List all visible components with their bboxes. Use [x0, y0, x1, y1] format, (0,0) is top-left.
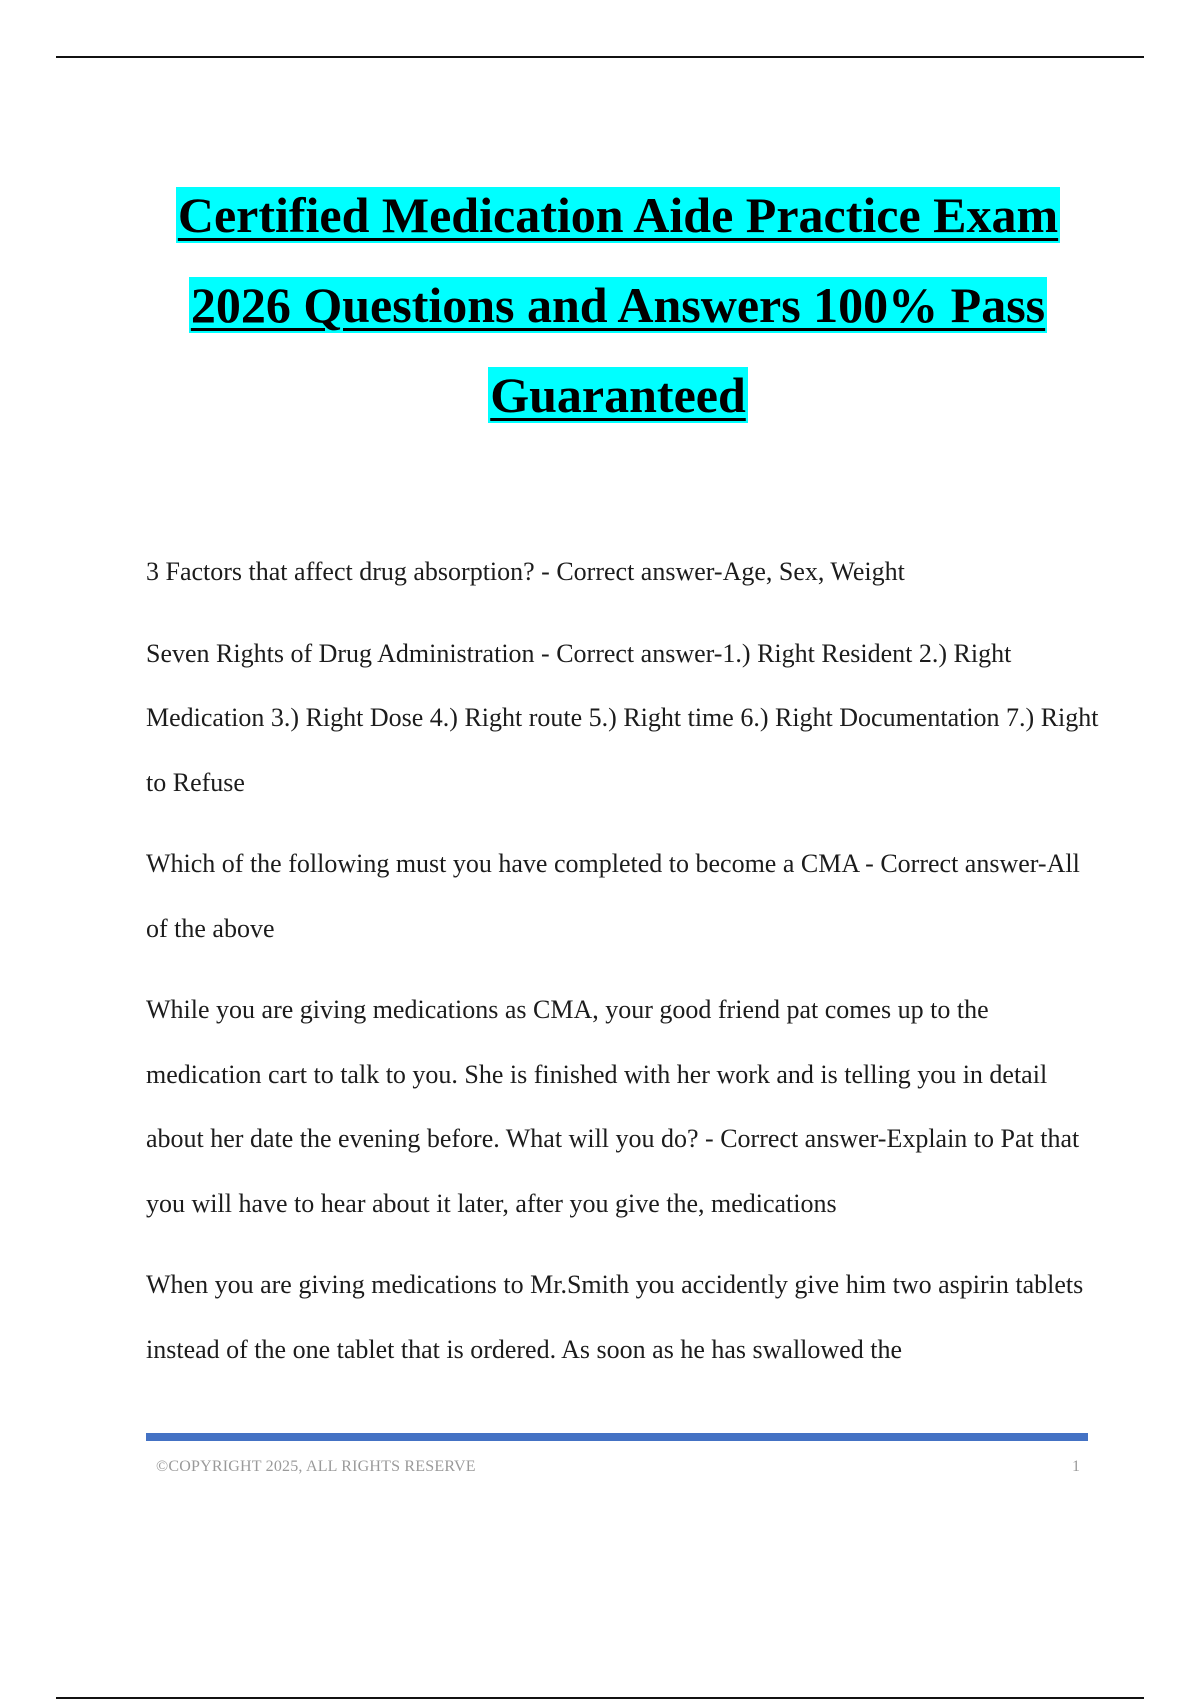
qa-entry-become-cma: Which of the following must you have completed to become a CMA - Correct answer-All of the above — [146, 849, 1080, 943]
qa-entry-aspirin: When you are giving medications to Mr.Smith you accidently give him two aspirin tablets instead of the one tablet that is ordered. As soon as he has swallowed the — [146, 1270, 1084, 1364]
page-number: 1 — [1072, 1458, 1080, 1475]
qa-entry-seven-rights: Seven Rights of Drug Administration - Correct answer-1.) Right Resident 2.) Right Medication 3.) Right Dose 4.) Right route 5.) Right time 6.) Right Documentation 7.) Right to Refuse — [146, 638, 1099, 797]
title-line-1 — [100, 170, 1136, 260]
footer-bar — [146, 1433, 1088, 1441]
title-line-3 — [100, 350, 1136, 440]
bottom-rule — [56, 1697, 1144, 1699]
qa-content — [146, 540, 1101, 1399]
qa-entry-drug-absorption: 3 Factors that affect drug absorption? - Correct answer-Age, Sex, Weight — [146, 557, 905, 586]
document-title — [100, 170, 1136, 440]
title-line-3-text: Guaranteed — [490, 367, 746, 423]
qa-entry-friend-pat: While you are giving medications as CMA, your good friend pat comes up to the medication cart to talk to you. She is finished with her work and is telling you in detail about her date the evening before. What will you do? - Correct answer-Explain to Pat that you will have to hear about it later, after you give the, medications — [146, 995, 1080, 1218]
title-line-2-text: 2026 Questions and Answers 100% Pass — [190, 277, 1046, 333]
footer-copyright: ©COPYRIGHT 2025, ALL RIGHTS RESERVE — [156, 1458, 476, 1475]
title-line-2 — [100, 260, 1136, 350]
title-line-1-text: Certified Medication Aide Practice Exam — [177, 187, 1059, 243]
top-rule — [56, 56, 1144, 58]
